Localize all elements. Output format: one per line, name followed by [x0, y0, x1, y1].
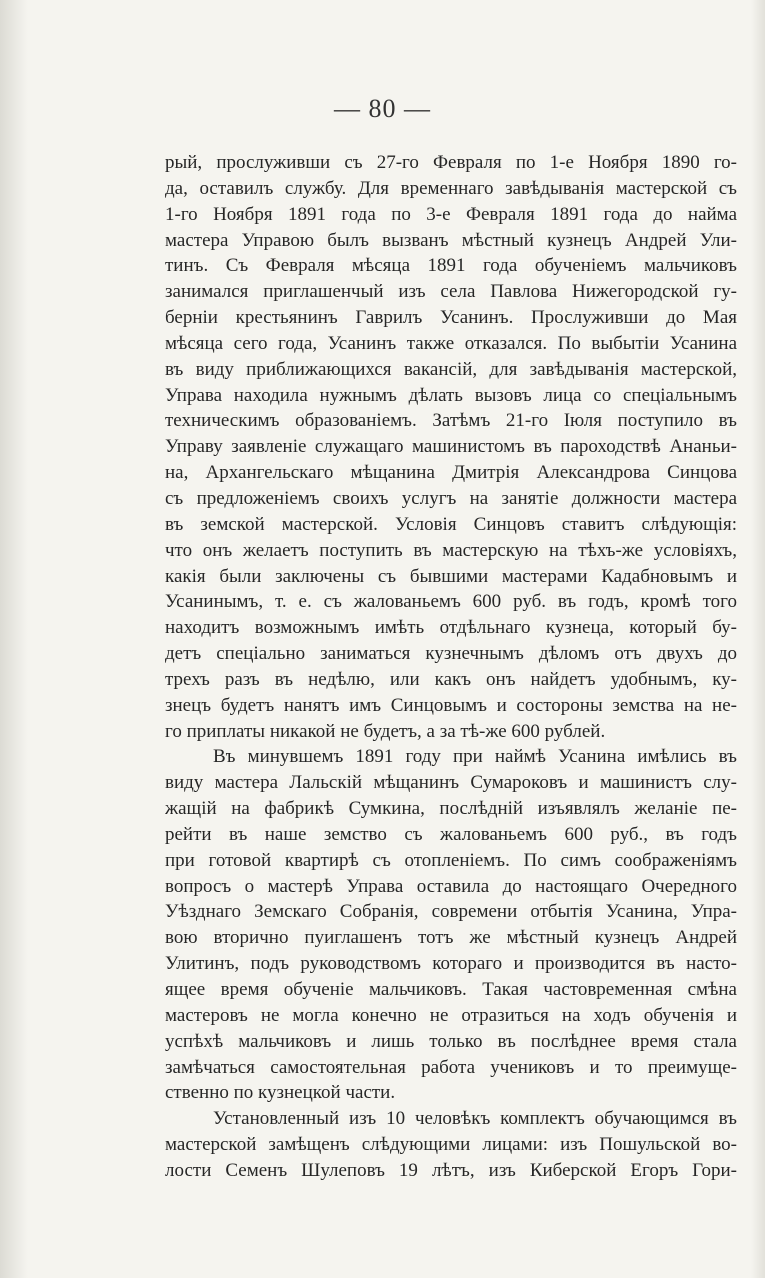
text-line: Установленный изъ 10 человѣкъ комплектъ обучающимся въ — [213, 1108, 737, 1130]
text-line: вопросъ о мастерѣ Управа оставила до настоящаго Очередного — [165, 875, 737, 897]
body-text — [165, 150, 737, 1184]
text-line: детъ спеціально заниматься кузнечнымъ дѣломъ отъ двухъ до — [165, 643, 737, 665]
text-line: знецъ будетъ нанятъ имъ Синцовымъ и состороны земства на не- — [165, 694, 737, 716]
text-line: мастеровъ не могла конечно не отразиться на ходъ обученія и — [165, 1004, 737, 1026]
text-line: Управа находила нужнымъ дѣлать вызовъ лица со спеціальнымъ — [165, 384, 737, 406]
text-line: трехъ разъ въ недѣлю, или какъ онъ найдетъ удобнымъ, ку- — [165, 668, 737, 690]
text-line: жащій на фабрикѣ Сумкина, послѣдній изъявлялъ желаніе пе- — [165, 798, 737, 820]
text-line: техническимъ образованіемъ. Затѣмъ 21-го Іюля поступило въ — [165, 410, 737, 432]
text-line: мастера Управою былъ вызванъ мѣстный кузнецъ Андрей Ули- — [165, 229, 737, 251]
text-line: съ предложеніемъ своихъ услугъ на занятіе должности мастера — [165, 487, 737, 509]
text-line: да, оставилъ службу. Для временнаго завѣдыванія мастерской съ — [165, 177, 737, 199]
text-line: находитъ возможнымъ имѣть отдѣльнаго кузнеца, который бу- — [165, 617, 737, 639]
text-line: 1-го Ноября 1891 года по 3-е Февраля 1891 года до найма — [165, 203, 737, 225]
text-line: тинъ. Съ Февраля мѣсяца 1891 года обученіемъ мальчиковъ — [165, 255, 737, 277]
text-line: въ земской мастерской. Условія Синцовъ ставитъ слѣдующія: — [165, 513, 737, 535]
text-line: ящее время обученіе мальчиковъ. Такая частовременная смѣна — [165, 979, 737, 1000]
text-line: лости Семенъ Шулеповъ 19 лѣтъ, изъ Киберской Егоръ Гори- — [165, 1159, 737, 1181]
text-line: занимался приглашенчый изъ села Павлова Нижегородской гу- — [165, 281, 737, 303]
text-line: мѣсяца сего года, Усанинъ также отказался. По выбытіи Усанина — [165, 332, 737, 354]
text-line: Уѣзднаго Земскаго Собранія, современи отбытія Усанина, Упра- — [165, 901, 737, 923]
text-line: успѣхѣ мальчиковъ и лишь только въ послѣднее время стала — [165, 1030, 737, 1052]
text-line: Въ минувшемъ 1891 году при наймѣ Усанина имѣлись въ — [213, 746, 737, 768]
text-line: виду мастера Лальскій мѣщанинъ Сумароковъ и машинистъ слу- — [165, 772, 737, 794]
text-line: мастерской замѣщенъ слѣдующими лицами: изъ Пошульской во- — [165, 1134, 737, 1156]
text-line: Улитинъ, подъ руководствомъ котораго и производится въ насто- — [165, 953, 737, 975]
text-line: при готовой квартирѣ съ отопленіемъ. По симъ соображеніямъ — [165, 849, 737, 871]
text-line: какія были заключены съ бывшими мастерами Кадабновымъ и — [165, 565, 737, 587]
text-line: замѣчаться самостоятельная работа учениковъ и то преимуще- — [165, 1056, 737, 1078]
text-line: на, Архангельскаго мѣщанина Дмитрія Александрова Синцова — [165, 462, 737, 484]
text-line: Усанинымъ, т. е. съ жалованьемъ 600 руб. въ годъ, кромѣ того — [165, 591, 737, 613]
text-line: рейти въ наше земство съ жалованьемъ 600 руб., въ годъ — [165, 823, 737, 845]
text-line: ственно по кузнецкой части. — [165, 1082, 396, 1104]
text-line: Управу заявленіе служащаго машинистомъ въ пароходствѣ Ананьи- — [165, 436, 737, 458]
text-line: что онъ желаетъ поступить въ мастерскую на тѣхъ-же условіяхъ, — [165, 539, 737, 561]
text-line: рый, прослуживши съ 27-го Февраля по 1-е Ноября 1890 го- — [165, 152, 737, 173]
text-line: берніи крестьянинъ Гаврилъ Усанинъ. Прослуживши до Мая — [165, 307, 737, 329]
text-line: вою вторично пуиглашенъ тотъ же мѣстный кузнецъ Андрей — [165, 927, 737, 949]
text-line: въ виду приближающихся вакансій, для завѣдыванія мастерской, — [165, 358, 737, 380]
text-line: го приплаты никакой не будетъ, а за тѣ-же 600 рублей. — [165, 720, 606, 742]
page-number-header: — 80 — — [334, 94, 431, 123]
